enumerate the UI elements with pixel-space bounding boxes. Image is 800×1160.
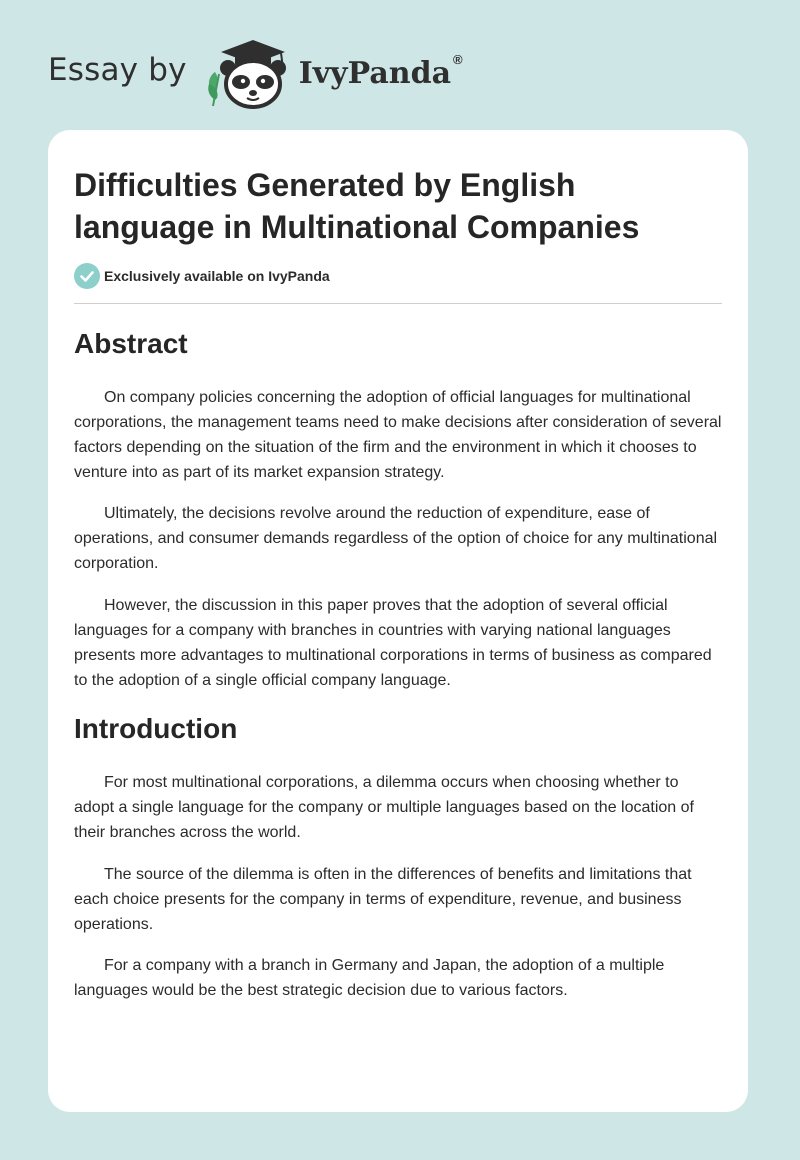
brand-name [298,51,463,91]
exclusive-label: Exclusively available on IvyPanda [104,268,330,284]
brand-header[interactable] [48,34,463,110]
panda-graduation-cap-logo-icon [201,34,293,110]
paragraph: The source of the dilemma is often in the differences of benefits and limitations that each choice presents for the company in terms of expenditure, revenue, and business operations. [74,866,692,933]
paragraph: However, the discussion in this paper proves that the adoption of several official languages for a company with branches in countries with varying national languages presents more advantages to multinational corporations in terms of business as compared to the adoption of a single official company language. [74,597,712,689]
section-heading-abstract: Abstract [74,328,188,359]
essay-title: Difficulties Generated by English language in Multinational Companies [74,167,640,245]
paragraph: For most multinational corporations, a dilemma occurs when choosing whether to adopt a single language for the company or multiple languages based on the location of their branches across the world. [74,774,694,841]
brand-prefix: Essay by [48,52,187,88]
paragraph: Ultimately, the decisions revolve around the reduction of expenditure, ease of operations, and consumer demands regardless of the option of choice for any multinational corporation. [74,505,718,572]
paragraph: On company policies concerning the adoption of official languages for multinational corporations, the management teams need to make decisions after consideration of several factors depending on the situation of the firm and the environment in which it chooses to venture into as part of its market expansion strategy. [74,389,722,481]
exclusive-badge [74,262,330,290]
section-heading-introduction: Introduction [74,713,238,744]
divider [74,303,722,304]
paragraph: For a company with a branch in Germany and Japan, the adoption of a multiple languages would be the best strategic decision due to various factors. [74,957,665,999]
registered-mark: ® [453,51,463,67]
essay-card [48,130,748,1112]
brand-name-text: IvyPanda [298,55,452,91]
check-circle-icon [74,263,100,289]
